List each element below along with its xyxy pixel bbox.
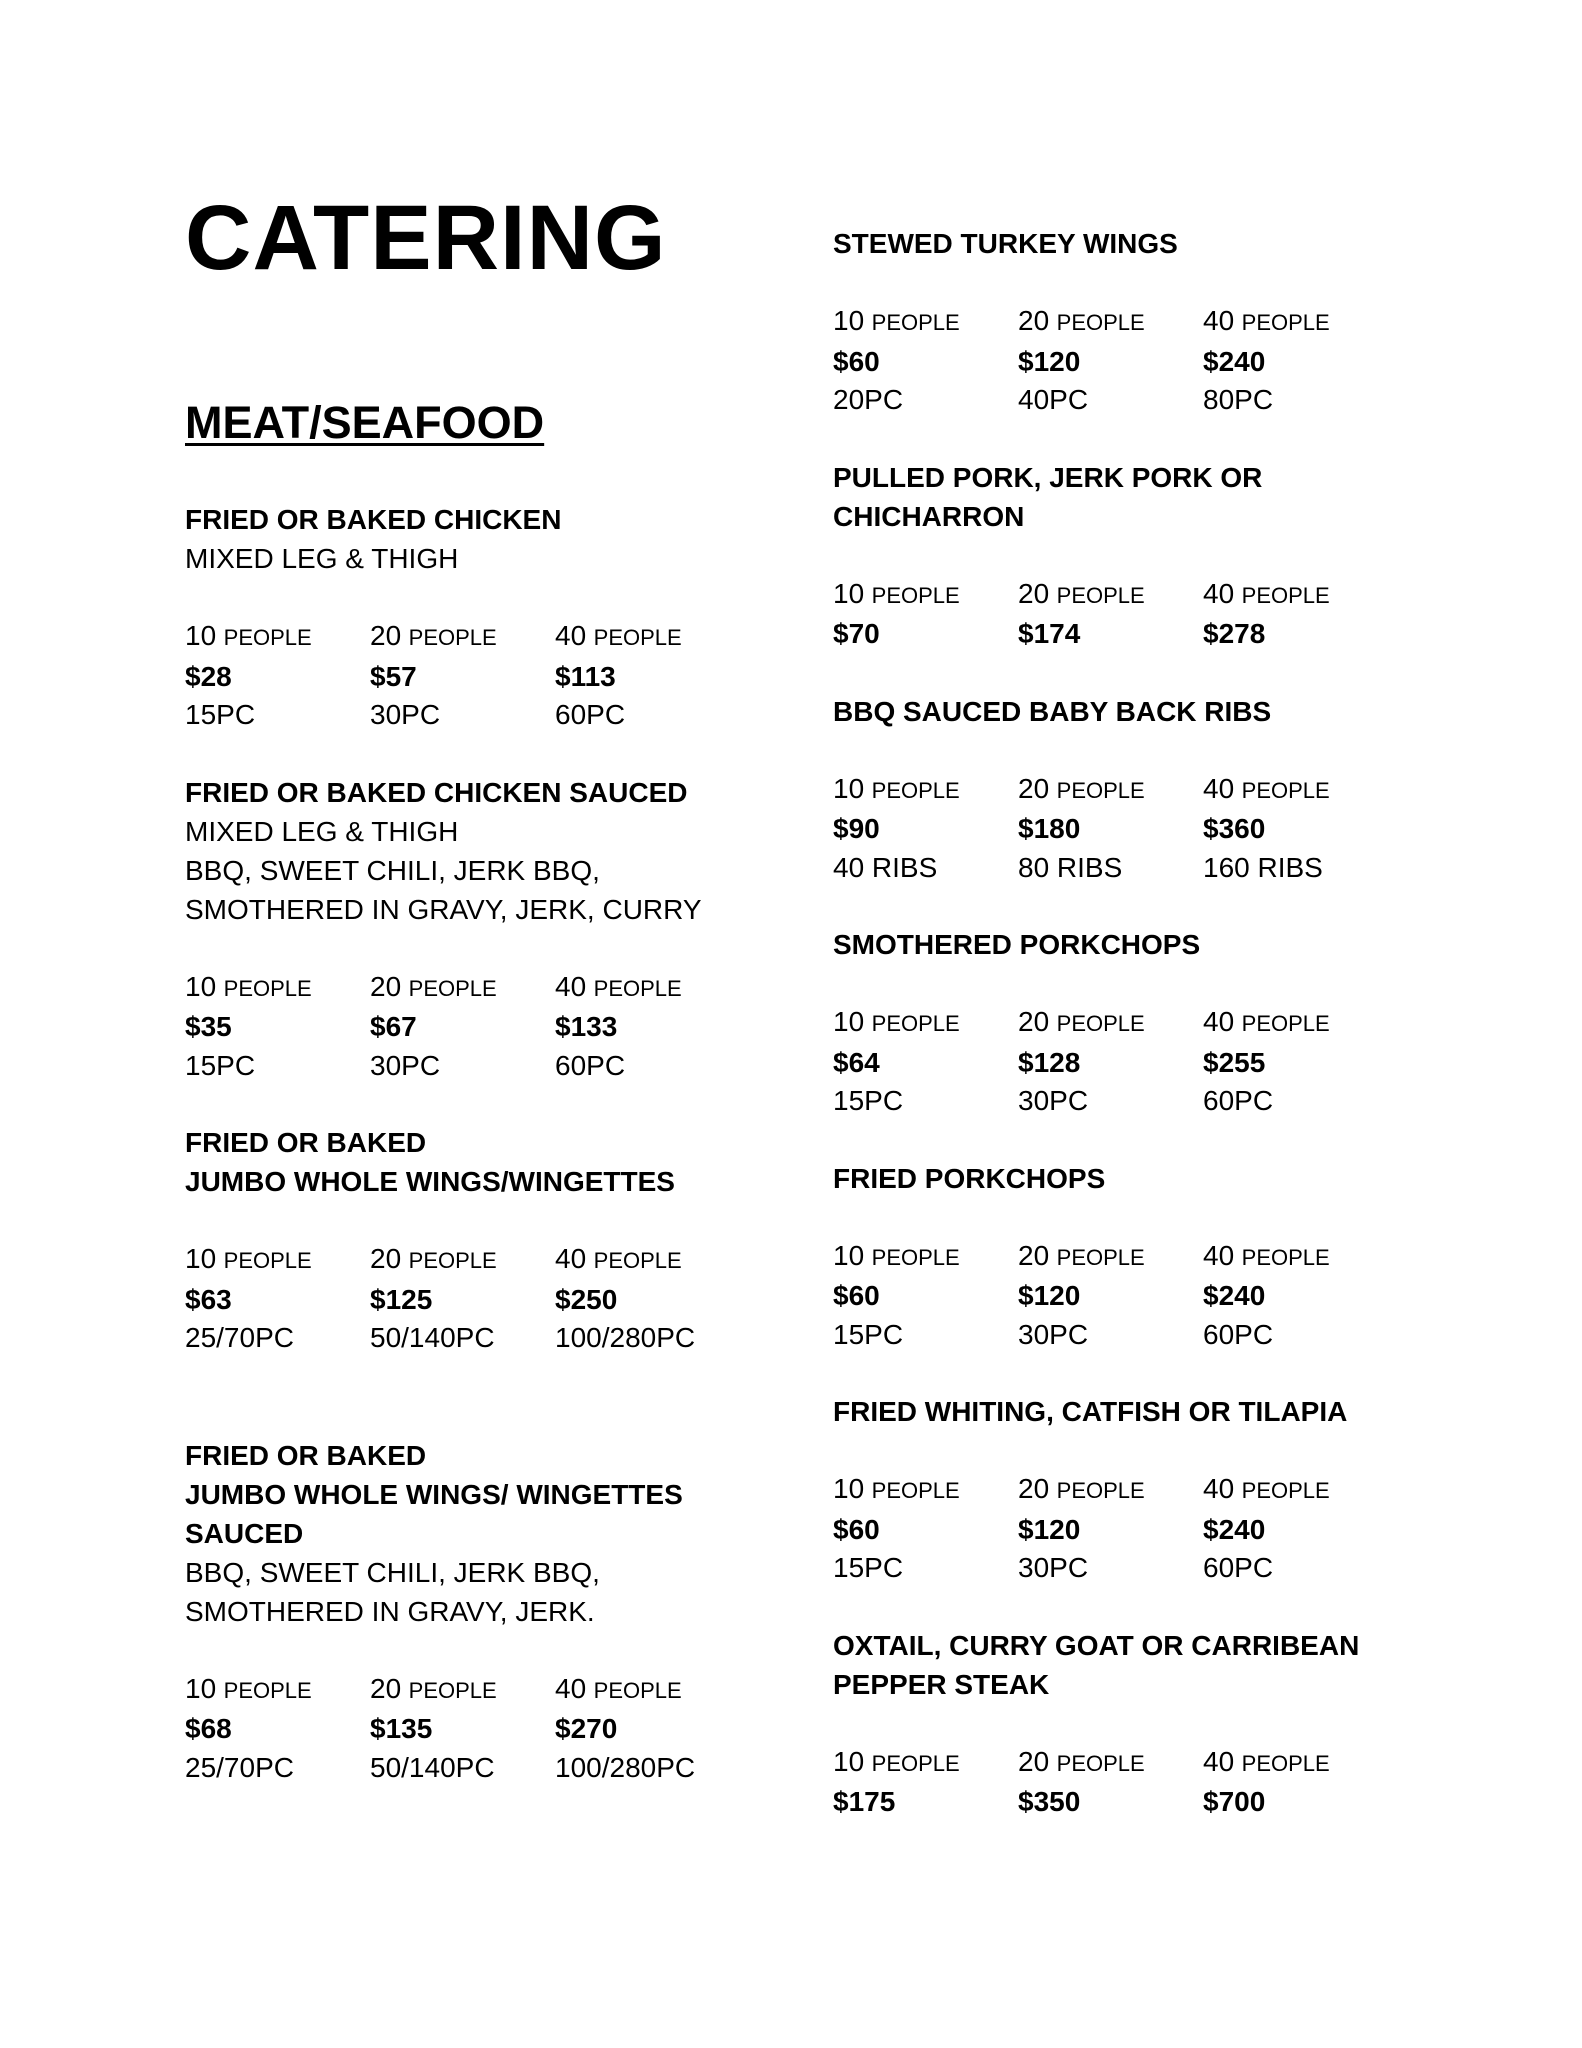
serving-size-number: 10 xyxy=(833,577,865,609)
serving-size-number: 10 xyxy=(185,1672,217,1704)
price-grid xyxy=(185,617,805,735)
spacer xyxy=(833,1354,1453,1392)
serving-size-label: PEOPLE xyxy=(223,625,312,650)
serving-size-label: PEOPLE xyxy=(1056,1750,1145,1776)
menu-item-note: BBQ, SWEET CHILI, JERK BBQ, xyxy=(185,854,600,886)
serving-size-label: PEOPLE xyxy=(1241,1478,1330,1503)
menu-item-name: FRIED OR BAKED xyxy=(185,1439,427,1471)
serving-size-header xyxy=(833,1237,1018,1278)
serving-size-label: PEOPLE xyxy=(871,310,960,335)
price: $60 xyxy=(833,1280,880,1311)
menu-item-name: SMOTHERED PORKCHOPS xyxy=(833,929,1201,960)
spacer xyxy=(833,964,1453,1003)
piece-count: 30PC xyxy=(1018,1318,1089,1350)
serving-size-number: 10 xyxy=(833,1473,865,1504)
serving-size-header xyxy=(185,617,370,658)
serving-size-header xyxy=(1203,1470,1388,1511)
spacer xyxy=(833,1121,1453,1159)
piece-count: 15PC xyxy=(833,1085,904,1116)
piece-count: 60PC xyxy=(555,699,626,730)
menu-item-name: OXTAIL, CURRY GOAT OR CARRIBEAN xyxy=(833,1629,1360,1661)
menu-item-note: MIXED LEG & THIGH xyxy=(185,815,459,847)
piece-count: 80 RIBS xyxy=(1018,851,1123,883)
serving-size-header xyxy=(1203,770,1388,811)
serving-size-number: 20 xyxy=(370,970,402,1002)
serving-size-header xyxy=(1018,1470,1203,1511)
serving-size-number: 40 xyxy=(1203,1239,1235,1271)
serving-size-number: 20 xyxy=(370,1243,402,1274)
price: $120 xyxy=(1018,345,1081,377)
section-heading: MEAT/SEAFOOD xyxy=(185,397,545,448)
piece-count: 30PC xyxy=(370,1049,441,1081)
piece-count: 25/70PC xyxy=(185,1751,294,1783)
serving-size-label: PEOPLE xyxy=(1056,310,1145,335)
price: $174 xyxy=(1018,618,1081,649)
serving-size-header xyxy=(1203,1237,1388,1278)
price: $135 xyxy=(370,1713,433,1744)
piece-count: 25/70PC xyxy=(185,1322,294,1353)
piece-count: 15PC xyxy=(185,699,256,730)
serving-size-label: PEOPLE xyxy=(1241,777,1330,803)
spacer xyxy=(833,731,1453,770)
spacer xyxy=(833,263,1453,302)
serving-size-header xyxy=(370,968,555,1009)
piece-count: 60PC xyxy=(1203,1085,1274,1116)
serving-size-label: PEOPLE xyxy=(871,1750,960,1776)
price: $180 xyxy=(1018,813,1081,844)
spacer xyxy=(833,1588,1453,1626)
price: $250 xyxy=(555,1283,618,1315)
serving-size-number: 10 xyxy=(833,1239,865,1271)
serving-size-header xyxy=(555,1670,740,1711)
serving-size-header xyxy=(833,770,1018,811)
serving-size-number: 20 xyxy=(1018,1745,1050,1777)
serving-size-label: PEOPLE xyxy=(1241,1011,1330,1036)
price: $128 xyxy=(1018,1046,1081,1078)
piece-count: 60PC xyxy=(1203,1552,1274,1583)
price: $90 xyxy=(833,813,880,844)
serving-size-label: PEOPLE xyxy=(871,777,960,803)
serving-size-label: PEOPLE xyxy=(408,1248,497,1273)
spacer xyxy=(185,1201,805,1240)
serving-size-number: 10 xyxy=(185,620,217,651)
price: $125 xyxy=(370,1283,433,1315)
serving-size-label: PEOPLE xyxy=(408,1677,497,1703)
price: $63 xyxy=(185,1283,232,1315)
serving-size-header xyxy=(1018,302,1203,343)
price-grid xyxy=(833,1743,1453,1822)
serving-size-header xyxy=(555,968,740,1009)
spacer xyxy=(833,887,1453,925)
menu-item-name: FRIED OR BAKED CHICKEN SAUCED xyxy=(185,776,688,808)
price: $35 xyxy=(185,1011,232,1042)
menu-item-name: PEPPER STEAK xyxy=(833,1668,1050,1700)
serving-size-number: 40 xyxy=(1203,577,1235,609)
piece-count: 20PC xyxy=(833,384,904,415)
piece-count: 100/280PC xyxy=(555,1751,696,1783)
price: $60 xyxy=(833,345,880,377)
page-title: CATERING xyxy=(185,187,667,289)
menu-item-name: JUMBO WHOLE WINGS/ WINGETTES xyxy=(185,1478,683,1510)
price: $350 xyxy=(1018,1786,1081,1817)
serving-size-number: 40 xyxy=(1203,772,1235,804)
spacer xyxy=(185,1358,805,1436)
menu-item xyxy=(185,1123,805,1436)
serving-size-header xyxy=(370,1670,555,1711)
menu-item xyxy=(833,925,1453,1159)
serving-size-label: PEOPLE xyxy=(1241,582,1330,608)
serving-size-label: PEOPLE xyxy=(871,1478,960,1503)
piece-count: 50/140PC xyxy=(370,1751,495,1783)
price-grid xyxy=(833,302,1453,420)
price: $120 xyxy=(1018,1280,1081,1311)
serving-size-label: PEOPLE xyxy=(1056,777,1145,803)
serving-size-header xyxy=(1018,1237,1203,1278)
serving-size-label: PEOPLE xyxy=(223,975,312,1001)
piece-count: 15PC xyxy=(833,1318,904,1350)
menu-item xyxy=(185,1436,805,1788)
menu-item-name: FRIED PORKCHOPS xyxy=(833,1162,1106,1194)
price-grid xyxy=(833,1237,1453,1355)
serving-size-label: PEOPLE xyxy=(1241,310,1330,335)
menu-item-name: CHICHARRON xyxy=(833,500,1025,532)
serving-size-header xyxy=(1018,575,1203,616)
serving-size-label: PEOPLE xyxy=(1056,1478,1145,1503)
menu-item-note: BBQ, SWEET CHILI, JERK BBQ, xyxy=(185,1556,600,1588)
serving-size-number: 20 xyxy=(1018,1473,1050,1504)
right-column xyxy=(833,224,1453,1822)
piece-count: 40 RIBS xyxy=(833,851,938,883)
price: $64 xyxy=(833,1046,880,1078)
serving-size-number: 10 xyxy=(185,1243,217,1274)
serving-size-number: 20 xyxy=(370,620,402,651)
price: $57 xyxy=(370,660,417,692)
serving-size-label: PEOPLE xyxy=(593,975,682,1001)
price: $278 xyxy=(1203,618,1266,649)
piece-count: 60PC xyxy=(555,1049,626,1081)
serving-size-header xyxy=(1203,575,1388,616)
price-grid xyxy=(833,1003,1453,1121)
serving-size-label: PEOPLE xyxy=(1241,1750,1330,1776)
serving-size-header xyxy=(370,617,555,658)
spacer xyxy=(833,1431,1453,1470)
serving-size-number: 20 xyxy=(1018,305,1050,336)
serving-size-number: 40 xyxy=(1203,1006,1235,1037)
serving-size-number: 40 xyxy=(555,1243,587,1274)
price: $360 xyxy=(1203,813,1266,844)
serving-size-header xyxy=(833,302,1018,343)
piece-count: 15PC xyxy=(833,1552,904,1583)
serving-size-header xyxy=(185,1670,370,1711)
spacer xyxy=(833,420,1453,458)
serving-size-number: 20 xyxy=(370,1672,402,1704)
serving-size-number: 10 xyxy=(833,305,865,336)
price: $240 xyxy=(1203,1280,1266,1311)
menu-item-note: MIXED LEG & THIGH xyxy=(185,543,459,574)
serving-size-label: PEOPLE xyxy=(1241,1244,1330,1270)
menu-item xyxy=(833,224,1453,458)
spacer xyxy=(185,929,805,968)
serving-size-header xyxy=(185,968,370,1009)
serving-size-label: PEOPLE xyxy=(408,975,497,1001)
serving-size-number: 20 xyxy=(1018,772,1050,804)
piece-count: 30PC xyxy=(370,699,441,730)
serving-size-number: 40 xyxy=(555,620,587,651)
piece-count: 50/140PC xyxy=(370,1322,495,1353)
price-grid xyxy=(833,1470,1453,1588)
menu-item-name: FRIED WHITING, CATFISH OR TILAPIA xyxy=(833,1396,1348,1427)
price: $240 xyxy=(1203,345,1266,377)
serving-size-label: PEOPLE xyxy=(871,1244,960,1270)
serving-size-label: PEOPLE xyxy=(1056,1244,1145,1270)
serving-size-header xyxy=(833,575,1018,616)
serving-size-label: PEOPLE xyxy=(593,1677,682,1703)
serving-size-header xyxy=(1203,1743,1388,1784)
serving-size-number: 10 xyxy=(833,1745,865,1777)
menu-item-name: BBQ SAUCED BABY BACK RIBS xyxy=(833,695,1272,727)
serving-size-number: 10 xyxy=(185,970,217,1002)
serving-size-number: 10 xyxy=(833,772,865,804)
serving-size-number: 10 xyxy=(833,1006,865,1037)
spacer xyxy=(833,536,1453,575)
price: $67 xyxy=(370,1011,417,1042)
menu-item-note: SMOTHERED IN GRAVY, JERK, CURRY xyxy=(185,893,702,925)
spacer xyxy=(185,1085,805,1123)
serving-size-number: 40 xyxy=(555,970,587,1002)
serving-size-number: 20 xyxy=(1018,577,1050,609)
serving-size-number: 40 xyxy=(1203,305,1235,336)
serving-size-label: PEOPLE xyxy=(593,1248,682,1273)
serving-size-number: 40 xyxy=(1203,1745,1235,1777)
serving-size-header xyxy=(555,617,740,658)
price: $120 xyxy=(1018,1513,1081,1545)
menu-item xyxy=(833,1159,1453,1393)
piece-count: 40PC xyxy=(1018,384,1089,415)
piece-count: 80PC xyxy=(1203,384,1274,415)
piece-count: 160 RIBS xyxy=(1203,851,1323,883)
serving-size-header xyxy=(833,1003,1018,1044)
spacer xyxy=(185,735,805,773)
serving-size-label: PEOPLE xyxy=(223,1677,312,1703)
spacer xyxy=(833,1704,1453,1743)
spacer xyxy=(833,1198,1453,1237)
serving-size-header xyxy=(370,1240,555,1281)
serving-size-number: 20 xyxy=(1018,1239,1050,1271)
piece-count: 100/280PC xyxy=(555,1322,696,1353)
spacer xyxy=(833,654,1453,692)
piece-count: 60PC xyxy=(1203,1318,1274,1350)
menu-item-name: PULLED PORK, JERK PORK OR xyxy=(833,461,1263,493)
serving-size-label: PEOPLE xyxy=(1056,582,1145,608)
menu-item-name: FRIED OR BAKED xyxy=(185,1127,427,1158)
piece-count: 30PC xyxy=(1018,1085,1089,1116)
serving-size-header xyxy=(185,1240,370,1281)
price-grid xyxy=(185,1240,805,1358)
serving-size-header xyxy=(1203,1003,1388,1044)
price-grid xyxy=(185,968,805,1086)
serving-size-header xyxy=(833,1470,1018,1511)
serving-size-label: PEOPLE xyxy=(593,625,682,650)
price: $240 xyxy=(1203,1513,1266,1545)
price: $175 xyxy=(833,1786,896,1817)
serving-size-label: PEOPLE xyxy=(1056,1011,1145,1036)
serving-size-header xyxy=(833,1743,1018,1784)
serving-size-number: 20 xyxy=(1018,1006,1050,1037)
serving-size-number: 40 xyxy=(555,1672,587,1704)
serving-size-header xyxy=(1203,302,1388,343)
menu-item-name: STEWED TURKEY WINGS xyxy=(833,228,1178,259)
menu-item xyxy=(833,458,1453,692)
serving-size-header xyxy=(1018,770,1203,811)
spacer xyxy=(185,578,805,617)
price-grid xyxy=(833,575,1453,654)
serving-size-header xyxy=(555,1240,740,1281)
serving-size-label: PEOPLE xyxy=(871,582,960,608)
serving-size-label: PEOPLE xyxy=(871,1011,960,1036)
menu-item-name: JUMBO WHOLE WINGS/WINGETTES xyxy=(185,1166,675,1197)
price: $70 xyxy=(833,618,880,649)
price: $270 xyxy=(555,1713,618,1744)
serving-size-label: PEOPLE xyxy=(223,1248,312,1273)
serving-size-header xyxy=(1018,1743,1203,1784)
menu-item-note: SMOTHERED IN GRAVY, JERK. xyxy=(185,1595,595,1627)
menu-item xyxy=(833,1626,1453,1822)
price: $133 xyxy=(555,1011,618,1042)
price: $255 xyxy=(1203,1046,1266,1078)
menu-item-name: SAUCED xyxy=(185,1517,304,1549)
serving-size-label: PEOPLE xyxy=(408,625,497,650)
piece-count: 30PC xyxy=(1018,1552,1089,1583)
price: $68 xyxy=(185,1713,232,1744)
serving-size-header xyxy=(1018,1003,1203,1044)
price: $113 xyxy=(555,660,616,692)
price-grid xyxy=(185,1670,805,1788)
menu-item xyxy=(833,692,1453,926)
menu-item xyxy=(833,1392,1453,1626)
menu-item xyxy=(185,500,805,773)
serving-size-number: 40 xyxy=(1203,1473,1235,1504)
price: $28 xyxy=(185,660,232,692)
piece-count: 15PC xyxy=(185,1049,256,1081)
price: $60 xyxy=(833,1513,880,1545)
left-column xyxy=(185,500,805,1787)
menu-item-name: FRIED OR BAKED CHICKEN xyxy=(185,504,562,535)
menu-item xyxy=(185,773,805,1124)
spacer xyxy=(185,1631,805,1670)
price-grid xyxy=(833,770,1453,888)
price: $700 xyxy=(1203,1786,1266,1817)
